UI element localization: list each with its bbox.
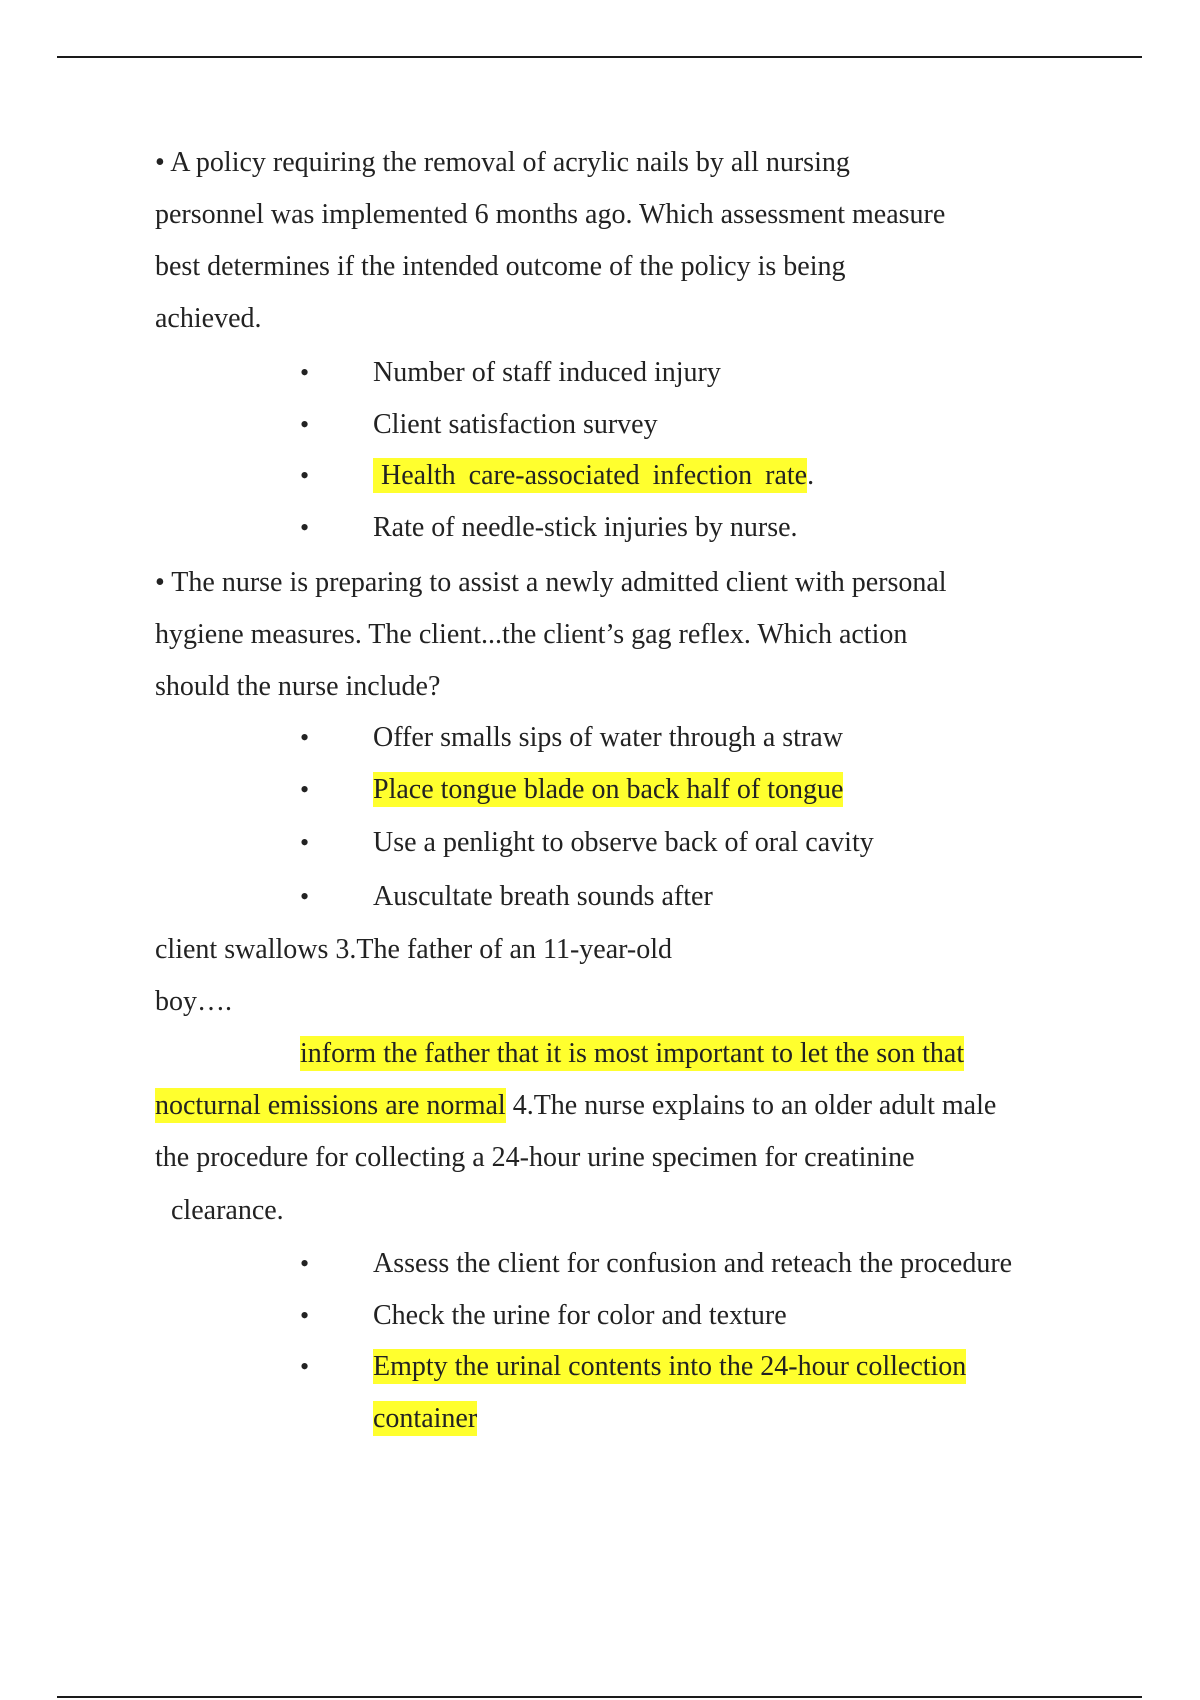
bullet-marker: • xyxy=(300,775,310,804)
q3-answer-highlight-2: nocturnal emissions are normal xyxy=(155,1090,506,1121)
q1-line-3: best determines if the intended outcome of the policy is being xyxy=(155,251,846,282)
q4-option-3 xyxy=(373,1349,966,1385)
bullet-marker: • xyxy=(300,882,310,911)
bullet-marker: • xyxy=(300,1249,310,1278)
bullet-marker: • xyxy=(300,410,310,439)
q2-line-2: hygiene measures. The client...the client’s gag reflex. Which action xyxy=(155,619,908,650)
q1-line-4: achieved. xyxy=(155,303,262,334)
q3-line-1: client swallows 3.The father of an 11-year-old xyxy=(155,934,672,965)
top-rule xyxy=(57,56,1142,58)
q4-answer-highlight-1: Empty the urinal contents into the 24-hour collection xyxy=(373,1351,967,1382)
q1-option-4: Rate of needle-stick injuries by nurse. xyxy=(373,512,798,543)
q2-line-1: • The nurse is preparing to assist a newly admitted client with personal xyxy=(155,567,947,598)
q1-line-1: • A policy requiring the removal of acrylic nails by all nursing xyxy=(155,147,850,178)
q1-option-1: Number of staff induced injury xyxy=(373,357,721,388)
q2-option-3: Use a penlight to observe back of oral cavity xyxy=(373,827,874,858)
q4-option-2: Check the urine for color and texture xyxy=(373,1300,787,1331)
bullet-marker: • xyxy=(300,358,310,387)
q4-option-3-cont xyxy=(373,1401,477,1437)
q4-answer-highlight-2: container xyxy=(373,1403,478,1434)
q2-option-2 xyxy=(373,772,843,808)
q3-answer-line-2 xyxy=(155,1088,996,1124)
bullet-marker: • xyxy=(300,723,310,752)
q2-option-4: Auscultate breath sounds after xyxy=(373,881,713,912)
q1-answer-highlight: Health care-associated infection rate xyxy=(373,458,807,493)
q3-line-2: boy…. xyxy=(155,986,232,1017)
bullet-marker: • xyxy=(300,1352,310,1381)
q3-answer-highlight-1: inform the father that it is most important to let the son that xyxy=(300,1038,965,1069)
bullet-marker: • xyxy=(300,461,310,490)
q1-line-2: personnel was implemented 6 months ago. Which assessment measure xyxy=(155,199,946,230)
q2-option-1: Offer smalls sips of water through a straw xyxy=(373,722,843,753)
q2-answer-highlight: Place tongue blade on back half of tongue xyxy=(373,774,844,805)
q1-option-3-suffix: . xyxy=(807,460,815,491)
bullet-marker: • xyxy=(300,828,310,857)
q2-line-3: should the nurse include? xyxy=(155,671,441,702)
q1-option-2: Client satisfaction survey xyxy=(373,409,658,440)
q4-line-1: 4.The nurse explains to an older adult male xyxy=(505,1090,997,1121)
q4-option-1: Assess the client for confusion and reteach the procedure xyxy=(373,1248,1013,1279)
q1-option-3 xyxy=(373,458,814,494)
q4-line-3: clearance. xyxy=(171,1195,284,1226)
bottom-rule xyxy=(57,1696,1142,1698)
q3-answer-line-1 xyxy=(300,1036,964,1072)
bullet-marker: • xyxy=(300,1301,310,1330)
bullet-marker: • xyxy=(300,513,310,542)
q4-line-2: the procedure for collecting a 24-hour urine specimen for creatinine xyxy=(155,1142,915,1173)
